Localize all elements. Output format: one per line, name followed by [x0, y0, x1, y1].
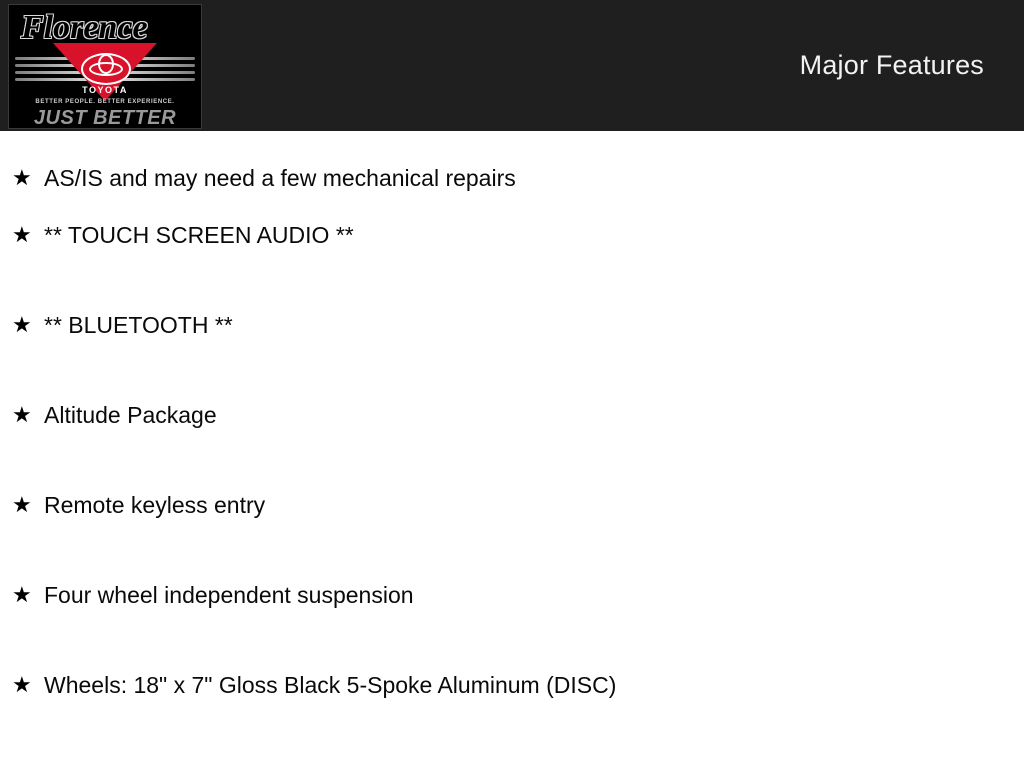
- logo-script-name: Florence: [21, 9, 148, 46]
- feature-text: ** BLUETOOTH **: [44, 312, 233, 338]
- feature-text: AS/IS and may need a few mechanical repairs: [44, 165, 516, 191]
- star-bullet-icon: ★: [12, 672, 32, 697]
- feature-text: Wheels: 18" x 7" Gloss Black 5-Spoke Aluminum (DISC): [44, 672, 617, 698]
- list-item: [0, 491, 1024, 581]
- list-item: [0, 671, 1024, 761]
- star-bullet-icon: ★: [12, 312, 32, 337]
- logo-tagline: BETTER PEOPLE. BETTER EXPERIENCE.: [35, 99, 175, 105]
- list-item: [0, 311, 1024, 401]
- dealer-logo: [8, 4, 202, 129]
- list-item: [0, 401, 1024, 491]
- feature-text: Remote keyless entry: [44, 492, 266, 518]
- feature-text: Four wheel independent suspension: [44, 582, 414, 608]
- star-bullet-icon: ★: [12, 582, 32, 607]
- features-list: [0, 131, 1024, 761]
- list-item: [0, 581, 1024, 671]
- page-header: [0, 0, 1024, 131]
- toyota-emblem-icon: [81, 53, 129, 83]
- feature-text: Altitude Package: [44, 402, 217, 428]
- logo-slogan: JUST BETTER: [33, 107, 177, 129]
- star-bullet-icon: ★: [12, 222, 32, 247]
- list-item: [0, 221, 1024, 311]
- star-bullet-icon: ★: [12, 402, 32, 427]
- logo-brand-word: TOYOTA: [82, 85, 128, 95]
- page-title: Major Features: [799, 50, 984, 80]
- star-bullet-icon: ★: [12, 165, 32, 190]
- feature-text: ** TOUCH SCREEN AUDIO **: [44, 222, 354, 248]
- list-item: [0, 131, 1024, 221]
- star-bullet-icon: ★: [12, 492, 32, 517]
